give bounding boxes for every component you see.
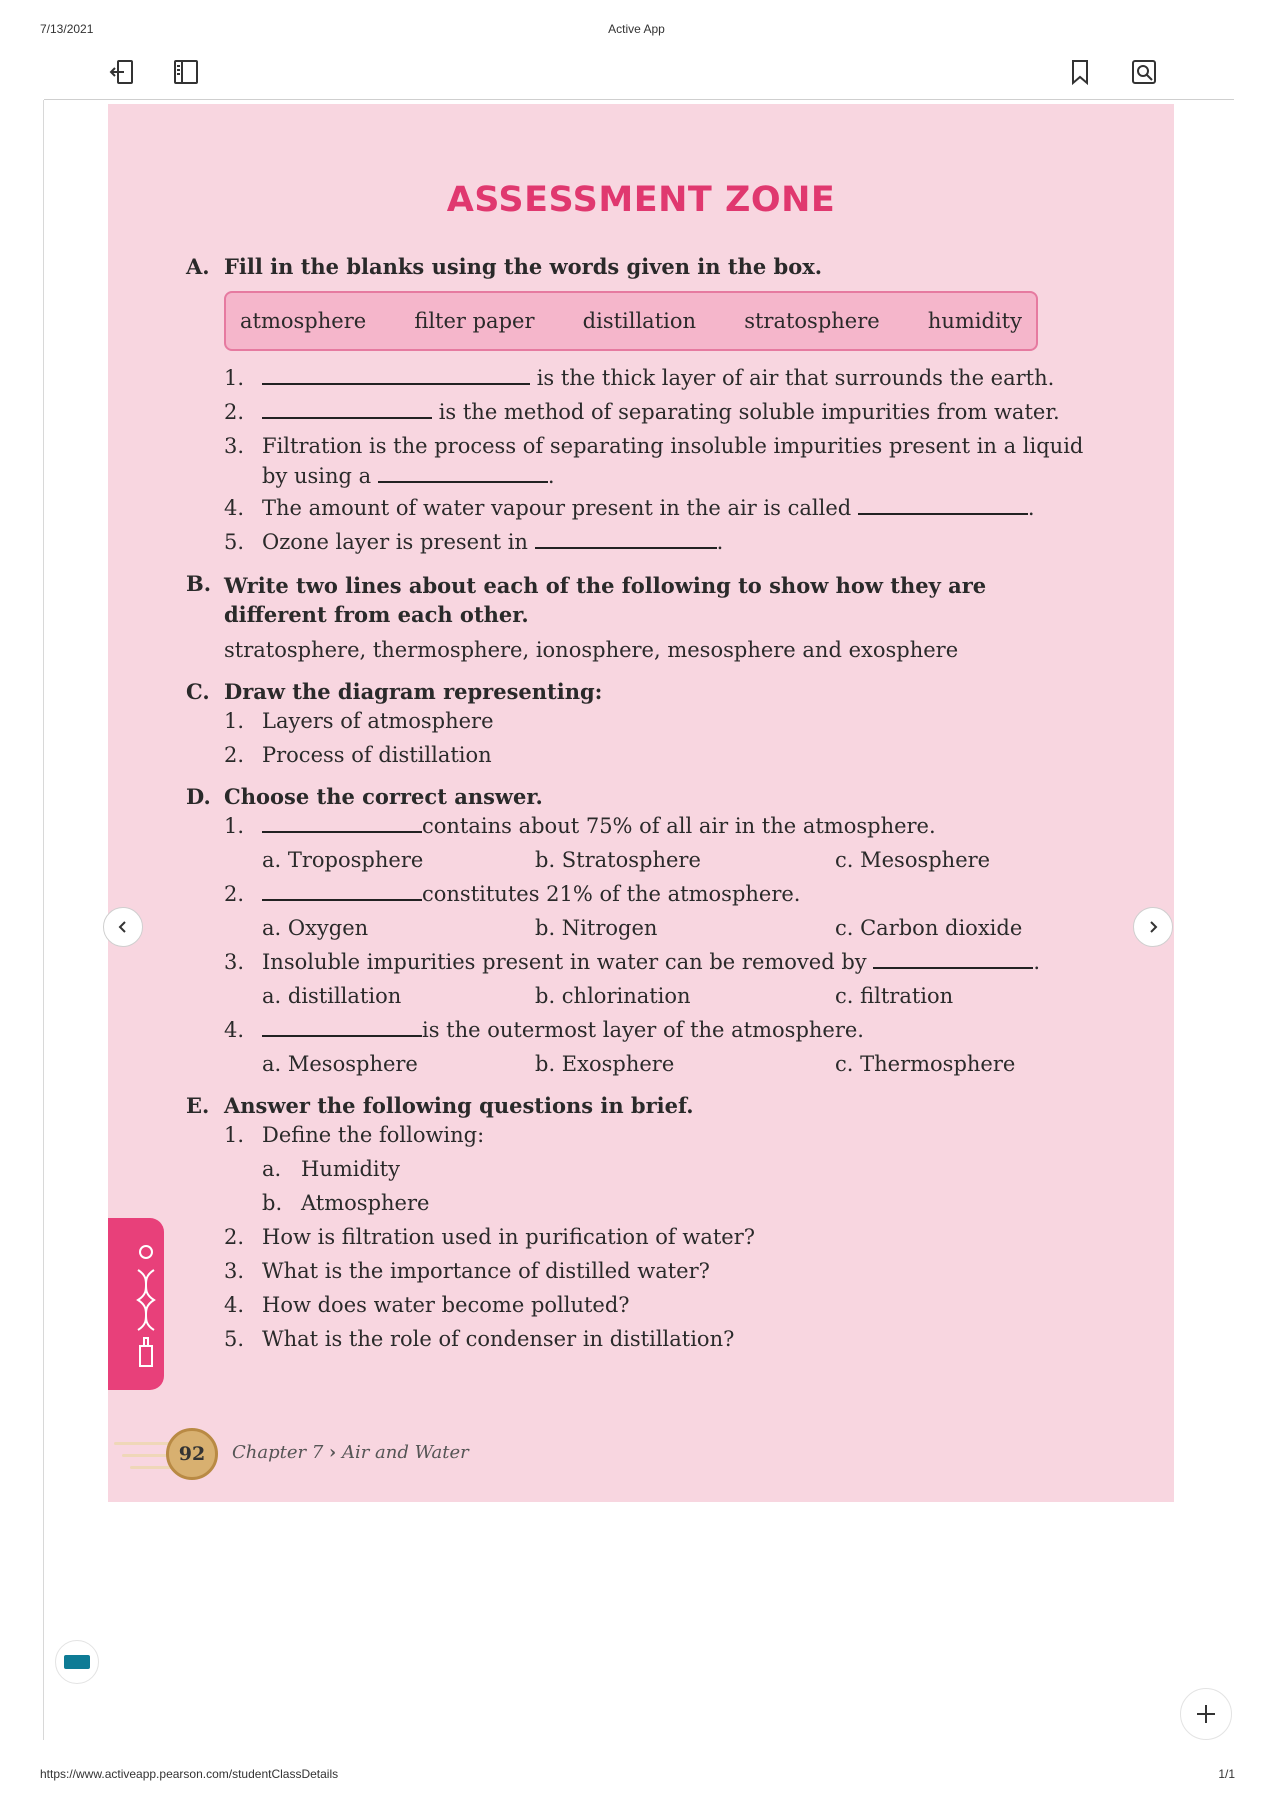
chapter-title: Air and Water <box>341 1442 469 1463</box>
option-b[interactable]: b. Stratosphere <box>535 848 701 872</box>
print-title: Active App <box>608 22 665 36</box>
assessment-content <box>186 254 1106 1356</box>
question-text: contains about 75% of all air in the atmosphere. <box>422 814 936 838</box>
question <box>224 945 1106 979</box>
next-page-button[interactable] <box>1133 907 1173 947</box>
word-item: atmosphere <box>240 309 367 333</box>
option-b[interactable]: b. Exosphere <box>535 1052 675 1076</box>
question-text: Insoluble impurities present in water can be removed by <box>262 950 867 974</box>
question-text: Define the following: <box>262 1123 485 1147</box>
left-divider <box>43 100 44 1740</box>
option-a[interactable]: a. Troposphere <box>262 848 424 872</box>
answer-blank <box>262 1017 422 1037</box>
dna-icon <box>108 1218 164 1390</box>
answer-options <box>262 979 1106 1013</box>
plus-icon <box>1194 1702 1218 1726</box>
question-text: is the method of separating soluble impurities from water. <box>438 400 1060 424</box>
question-text: How is filtration used in purification of water? <box>262 1225 756 1249</box>
section-heading-text: Write two lines about each of the following to show how they are different from each other. <box>224 573 987 627</box>
question-number: 3. <box>224 1259 245 1283</box>
question-number: 3. <box>224 434 245 458</box>
question <box>224 1013 1106 1047</box>
question-number: 2. <box>224 1225 245 1249</box>
question <box>224 738 1106 772</box>
notes-icon <box>64 1655 90 1669</box>
chevron-right-icon <box>1146 920 1160 934</box>
question <box>224 1254 1106 1288</box>
question-number: 1. <box>224 1123 245 1147</box>
word-item: filter paper <box>414 309 535 333</box>
search-page-icon[interactable] <box>1130 58 1158 86</box>
section-letter: C. <box>186 679 210 704</box>
word-box <box>224 291 1038 351</box>
book-page <box>108 104 1174 1502</box>
answer-blank <box>858 495 1028 515</box>
section-b-body: stratosphere, thermosphere, ionosphere, mesosphere and exosphere <box>224 638 959 662</box>
question-text: Ozone layer is present in <box>262 530 528 554</box>
question <box>224 395 1106 429</box>
question-text: is the thick layer of air that surrounds the earth. <box>536 366 1055 390</box>
question-text: Filtration is the process of separating insoluble impurities present in a liquid <box>262 434 1084 458</box>
question-number: 5. <box>224 530 245 554</box>
section-heading-text: Answer the following questions in brief. <box>224 1093 694 1118</box>
question <box>224 1322 1106 1356</box>
question-end: . <box>1033 950 1041 974</box>
chapter-number: Chapter 7 <box>232 1442 324 1463</box>
question <box>224 704 1106 738</box>
sub-question-text: Humidity <box>301 1157 400 1181</box>
question-text: Layers of atmosphere <box>262 709 494 733</box>
question-number: 1. <box>224 709 245 733</box>
prev-page-button[interactable] <box>103 907 143 947</box>
section-heading-text: Draw the diagram representing: <box>224 679 603 704</box>
question-end: . <box>547 464 555 488</box>
question-text: How does water become polluted? <box>262 1293 630 1317</box>
answer-blank <box>535 529 717 549</box>
section-d-heading <box>186 784 1106 809</box>
question <box>224 809 1106 843</box>
answer-options <box>262 843 1106 877</box>
chevron-left-icon <box>116 920 130 934</box>
side-tab <box>108 1218 164 1390</box>
question-number: 2. <box>224 743 245 767</box>
answer-options <box>262 911 1106 945</box>
question <box>224 525 1106 559</box>
question-number: 2. <box>224 400 245 424</box>
add-button[interactable] <box>1180 1688 1232 1740</box>
sub-question-text: Atmosphere <box>301 1191 430 1215</box>
sub-question-letter: b. <box>262 1191 283 1215</box>
word-item: humidity <box>927 309 1022 333</box>
sub-question <box>262 1186 1106 1220</box>
section-letter: B. <box>186 571 212 596</box>
section-c-heading <box>186 679 1106 704</box>
word-item: stratosphere <box>744 309 880 333</box>
question <box>224 491 1106 525</box>
option-c[interactable]: c. Thermosphere <box>835 1052 1016 1076</box>
option-a[interactable]: a. Oxygen <box>262 916 369 940</box>
question-text: The amount of water vapour present in the air is called <box>262 496 852 520</box>
question-text: What is the importance of distilled water? <box>262 1259 710 1283</box>
page-title: ASSESSMENT ZONE <box>446 180 836 220</box>
word-item: distillation <box>582 309 697 333</box>
question-text: Process of distillation <box>262 743 492 767</box>
question-text: is the outermost layer of the atmosphere. <box>422 1018 864 1042</box>
exit-icon[interactable] <box>108 58 136 86</box>
print-date: 7/13/2021 <box>40 22 94 36</box>
question-number: 1. <box>224 814 245 838</box>
print-url: https://www.activeapp.pearson.com/studentClassDetails <box>40 1767 339 1781</box>
question-number: 2. <box>224 882 245 906</box>
answer-blank <box>262 881 422 901</box>
notes-button[interactable] <box>55 1640 99 1684</box>
option-b[interactable]: b. Nitrogen <box>535 916 658 940</box>
answer-blank <box>873 949 1033 969</box>
question-text: What is the role of condenser in distillation? <box>262 1327 735 1351</box>
question <box>224 429 1106 491</box>
question-text-cont: by using a <box>262 464 372 488</box>
chevron-right-icon: › <box>329 1442 337 1463</box>
question <box>224 1220 1106 1254</box>
chapter-label <box>232 1442 469 1463</box>
question <box>224 877 1106 911</box>
option-a[interactable]: a. Mesosphere <box>262 1052 418 1076</box>
question-end: . <box>716 530 724 554</box>
question-number: 5. <box>224 1327 245 1351</box>
question <box>224 1118 1106 1152</box>
option-c[interactable]: c. filtration <box>835 984 954 1008</box>
answer-options <box>262 1047 1106 1081</box>
section-letter: A. <box>186 254 210 279</box>
section-a-heading <box>186 254 1106 279</box>
section-heading-text: Choose the correct answer. <box>224 784 543 809</box>
question-end: . <box>1027 496 1035 520</box>
question <box>224 361 1106 395</box>
option-c[interactable]: c. Mesosphere <box>835 848 991 872</box>
toolbar-divider <box>44 99 1234 100</box>
option-b[interactable]: b. chlorination <box>535 984 691 1008</box>
answer-blank <box>378 463 548 483</box>
question-number: 1. <box>224 366 245 390</box>
answer-blank <box>262 399 432 419</box>
question-text: constitutes 21% of the atmosphere. <box>422 882 801 906</box>
question <box>224 1288 1106 1322</box>
section-heading-text: Fill in the blanks using the words given in the box. <box>224 254 823 279</box>
page-number-badge: 92 <box>166 1428 218 1480</box>
sub-question-letter: a. <box>262 1157 282 1181</box>
answer-blank <box>262 365 530 385</box>
section-letter: D. <box>186 784 211 809</box>
section-e-heading <box>186 1093 1106 1118</box>
question-number: 4. <box>224 1293 245 1317</box>
question-number: 4. <box>224 1018 245 1042</box>
question-number: 4. <box>224 496 245 520</box>
option-a[interactable]: a. distillation <box>262 984 402 1008</box>
sidebar-toggle-icon[interactable] <box>172 58 200 86</box>
answer-blank <box>262 813 422 833</box>
sub-question <box>262 1152 1106 1186</box>
question-number: 3. <box>224 950 245 974</box>
bookmark-icon[interactable] <box>1066 58 1094 86</box>
page-footer <box>108 1422 528 1482</box>
print-page-count: 1/1 <box>1218 1767 1235 1781</box>
section-b-heading <box>186 571 1106 629</box>
option-c[interactable]: c. Carbon dioxide <box>835 916 1023 940</box>
section-letter: E. <box>186 1093 210 1118</box>
